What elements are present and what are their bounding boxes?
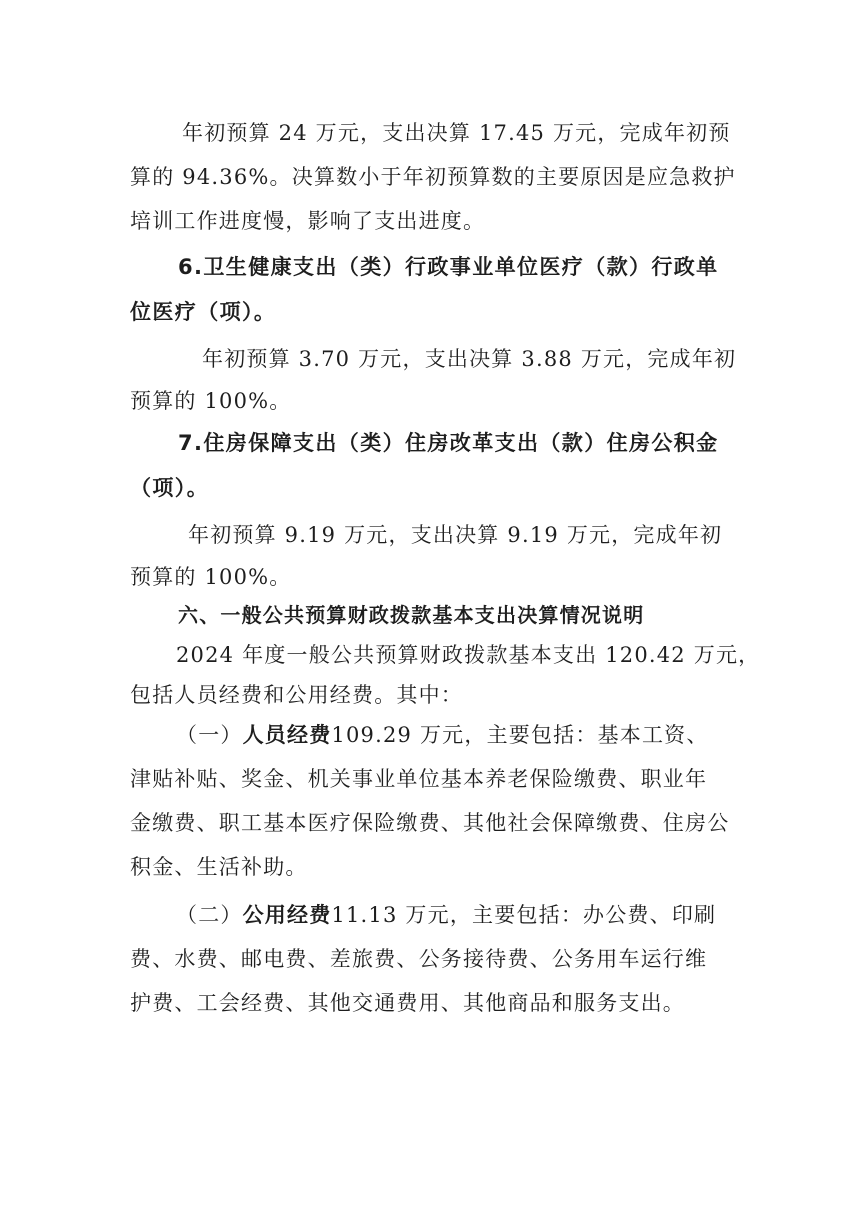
public-expenses-line	[176, 900, 796, 930]
public-expenses-text: 11.13 万元，主要包括：办公费、印刷	[331, 903, 717, 927]
section-heading: 6.卫生健康支出（类）行政事业单位医疗（款）行政单	[178, 255, 719, 279]
paragraph-line: 费、水费、邮电费、差旅费、公务接待费、公务用车运行维	[130, 947, 708, 971]
list-prefix: （一）	[176, 723, 243, 747]
paragraph-line: 金缴费、职工基本医疗保险缴费、其他社会保障缴费、住房公	[130, 811, 730, 835]
section-heading: （项）。	[130, 476, 210, 500]
paragraph-line: 算的 94.36%。决算数小于年初预算数的主要原因是应急救护	[130, 165, 736, 189]
paragraph-line: 年初预算 9.19 万元，支出决算 9.19 万元，完成年初	[188, 523, 723, 547]
paragraph-line: 预算的 100%。	[130, 565, 292, 589]
section-title: 六、一般公共预算财政拨款基本支出决算情况说明	[178, 603, 645, 627]
paragraph-line: 包括人员经费和公用经费。其中：	[130, 683, 463, 707]
personnel-expenses-text: 109.29 万元，主要包括：基本工资、	[331, 723, 709, 747]
paragraph-line: 预算的 100%。	[130, 389, 292, 413]
list-prefix: （二）	[176, 903, 243, 927]
paragraph-line: 2024 年度一般公共预算财政拨款基本支出 120.42 万元，	[176, 643, 761, 667]
section-heading: 位医疗（项）。	[130, 300, 277, 324]
paragraph-line: 津贴补贴、奖金、机关事业单位基本养老保险缴费、职业年	[130, 767, 708, 791]
personnel-expenses-label: 人员经费	[242, 723, 332, 747]
personnel-expenses-line	[176, 720, 796, 750]
paragraph-line: 积金、生活补助。	[130, 855, 308, 879]
section-heading: 7.住房保障支出（类）住房改革支出（款）住房公积金	[178, 431, 719, 455]
paragraph-line: 年初预算 3.70 万元，支出决算 3.88 万元，完成年初	[202, 347, 737, 371]
paragraph-line: 年初预算 24 万元，支出决算 17.45 万元，完成年初预	[182, 121, 731, 145]
paragraph-line: 培训工作进度慢，影响了支出进度。	[130, 209, 486, 233]
paragraph-line: 护费、工会经费、其他交通费用、其他商品和服务支出。	[130, 991, 685, 1015]
public-expenses-label: 公用经费	[242, 903, 332, 927]
